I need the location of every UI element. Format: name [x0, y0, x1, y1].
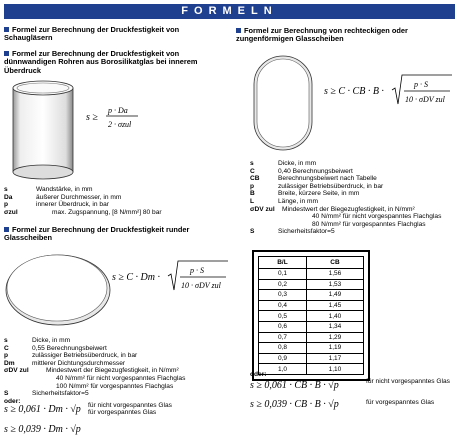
table-row: 0,5 1,40 [259, 311, 364, 322]
note-non-tempered: für nicht vorgespanntes Glas [88, 402, 172, 409]
cb-table [258, 256, 364, 375]
legend-row: σzul max. Zugspannung, [8 N/mm²] 80 bar [4, 208, 162, 216]
legend-row: 80 N/mm² für vorgespanntes Flachglas [312, 220, 426, 228]
note-tempered: für vorgespanntes Glas [366, 399, 435, 406]
legend-row: σDV zul Mindestwert der Biegezugfestigkeit, in N/mm² [250, 205, 415, 213]
legend-row: 40 N/mm² für nicht vorgespanntes Flachglas [312, 213, 442, 221]
formula-tube [86, 100, 146, 137]
cb-table-frame [252, 250, 370, 381]
svg-text:p · S: p · S [190, 266, 204, 275]
svg-text:s ≥ C · CB · B ·: s ≥ C · CB · B · [324, 86, 384, 97]
legend-row: s Dicke, in mm [4, 337, 71, 344]
round-disc-illustration [4, 248, 112, 328]
glass-tube-illustration [8, 80, 78, 180]
table-row: 1,0 1,10 [259, 364, 364, 375]
svg-text:10 · σDV zul: 10 · σDV zul [181, 281, 221, 290]
svg-text:s ≥: s ≥ [86, 112, 98, 123]
legend-row: C 0,40 Berechnungsbeiwert [250, 167, 353, 175]
section-heading-rohre: Formel zur Berechnung der Druckfestigkeit von dünnwandigen Rohren aus Borosilikatglas bei innerem Überdruck [4, 49, 198, 75]
table-row: 0,8 1,19 [259, 343, 364, 354]
legend-round [4, 337, 185, 405]
svg-text:p · Da: p · Da [108, 106, 128, 115]
svg-text:s ≥ C · Dm ·: s ≥ C · Dm · [112, 272, 160, 283]
legend-rect [250, 160, 441, 236]
legend-row: s Dicke, in mm [250, 160, 317, 167]
page-title: FORMELN [4, 4, 455, 19]
table-header: CB [306, 257, 363, 269]
square-bullet-icon [4, 27, 9, 32]
table-row: 0,6 1,34 [259, 321, 364, 332]
formula-round [112, 256, 230, 300]
legend-row: C 0,55 Berechnungsbeiwert [4, 344, 107, 352]
legend-row: p zulässiger Betriebsüberdruck, in bar [4, 352, 138, 360]
formula-rect-alt1: s ≥ 0,061 · CB · B · √p [250, 380, 339, 391]
svg-text:10 · σDV zul: 10 · σDV zul [405, 95, 445, 104]
note-non-tempered: für nicht vorgespanntes Glas [366, 378, 450, 385]
legend-row: σDV zul Mindestwert der Biegezugfestigkeit, in N/mm² [4, 367, 179, 375]
legend-row: S Sicherheitsfaktor=5 [250, 228, 335, 236]
note-tempered: für vorgespanntes Glas [88, 409, 157, 416]
tongue-glass-illustration [252, 54, 314, 152]
svg-text:p · S: p · S [414, 80, 428, 89]
square-bullet-icon [4, 227, 9, 232]
table-row: 0,9 1,17 [259, 353, 364, 364]
square-bullet-icon [4, 51, 9, 56]
legend-row: p zulässiger Betriebsüberdruck, in bar [250, 182, 384, 190]
formula-rect [324, 70, 454, 114]
legend-row: B Breite, kürzere Seite, in mm [250, 190, 360, 198]
legend-row: s Wandstärke, in mm [4, 186, 93, 193]
table-row: 0,4 1,45 [259, 300, 364, 311]
section-heading-runde-scheiben: Formel zur Berechnung der Druckfestigkeit runder Glasscheiben [4, 225, 190, 243]
square-bullet-icon [236, 28, 241, 33]
svg-text:2 · σzul: 2 · σzul [108, 120, 132, 129]
legend-tube [4, 186, 162, 216]
section-heading-schauglaeser: Formel zur Berechnung der Druckfestigkeit von Schaugläsern [4, 25, 180, 43]
formula-rect-alt2: s ≥ 0,039 · CB · B · √p [250, 399, 339, 410]
formula-round-alt2: s ≥ 0,039 · Dm · √p [4, 424, 81, 435]
legend-row: 100 N/mm² für vorgespanntes Flachglas [56, 382, 174, 390]
table-row: 0,7 1,29 [259, 332, 364, 343]
formula-round-alt1: s ≥ 0,061 · Dm · √p [4, 404, 81, 415]
legend-row: Da äußerer Durchmesser, in mm [4, 193, 122, 201]
oder-label: oder: [4, 397, 21, 405]
section-heading-rechteckig: Formel zur Berechnung von rechteckigen oder zungenförmigen Glasscheiben [236, 26, 408, 44]
table-row: 0,2 1,53 [259, 279, 364, 290]
oder-label: oder: [250, 371, 267, 378]
legend-row: p innerer Überdruck, in bar [4, 201, 109, 209]
legend-row: Dm mittlerer Dichtungsdurchmesser [4, 359, 126, 367]
legend-row: 40 N/mm² für nicht vorgespanntes Flachglas [56, 374, 186, 382]
table-header: B/L [259, 257, 307, 269]
legend-row: S Sicherheitsfaktor=5 [4, 390, 89, 398]
table-row: 0,1 1,56 [259, 269, 364, 280]
legend-row: CB Berechnungsbeiwert nach Tabelle [250, 175, 377, 183]
table-row: 0,3 1,49 [259, 290, 364, 301]
legend-row: L Länge, in mm [250, 197, 318, 205]
